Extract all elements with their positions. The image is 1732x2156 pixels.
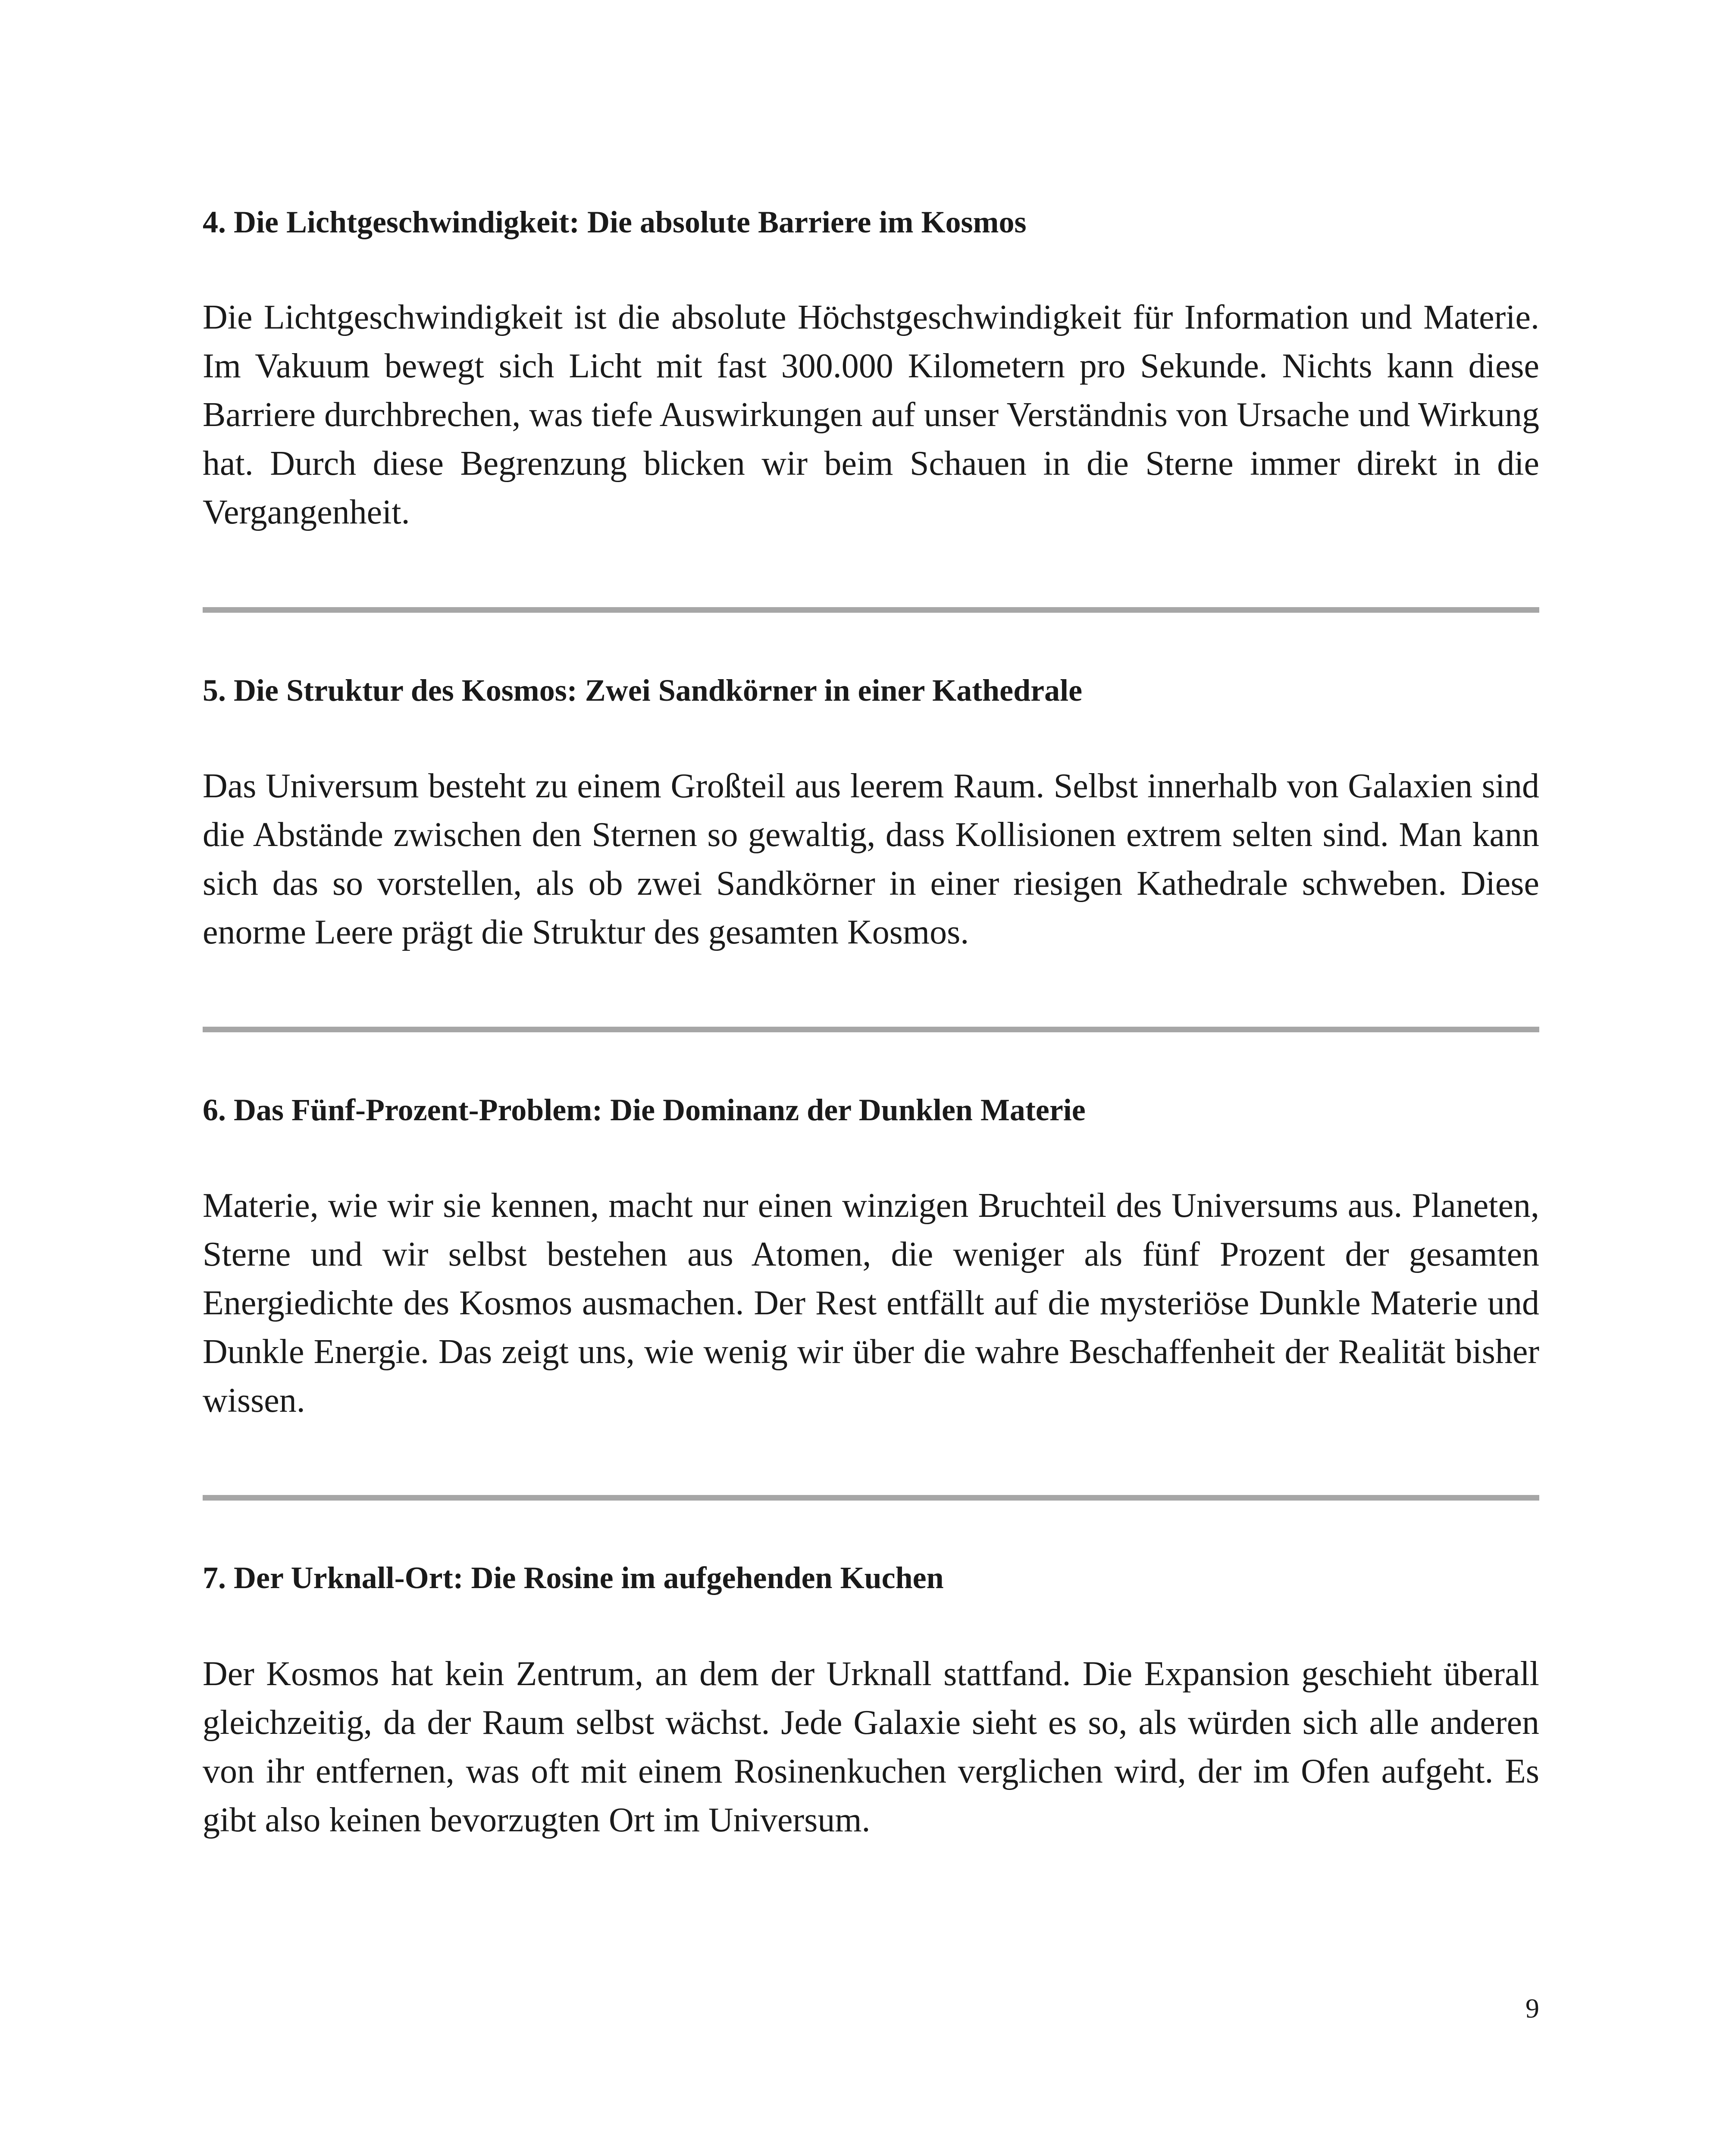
section-body-6: Materie, wie wir sie kennen, macht nur einen winzigen Bruchteil des Universums aus. Planeten, Sterne und wir selbst bestehen aus Atomen, die weniger als fünf Prozent der gesamten Energiedichte des Kosmos ausmachen. Der Rest entfällt auf die mysteriöse Dunkle Materie und Dunkle Energie. Das zeigt uns, wie wenig wir über die wahre Beschaffenheit der Realität bisher wissen. — [203, 1187, 1539, 1420]
page-number: 9 — [1525, 1993, 1539, 2024]
section-heading-6: 6. Das Fünf-Prozent-Problem: Die Dominanz der Dunklen Materie — [203, 1093, 1086, 1127]
section-heading-7: 7. Der Urknall-Ort: Die Rosine im aufgehenden Kuchen — [203, 1561, 944, 1595]
section-heading-4: 4. Die Lichtgeschwindigkeit: Die absolute Barriere im Kosmos — [203, 205, 1027, 239]
section-body-5: Das Universum besteht zu einem Großteil aus leerem Raum. Selbst innerhalb von Galaxien sind die Abstände zwischen den Sternen so gewaltig, dass Kollisionen extrem selten sind. Man kann sich das so vorstellen, als ob zwei Sandkörner in einer riesigen Kathedrale schweben. Diese enorme Leere prägt die Struktur des gesamten Kosmos. — [203, 767, 1539, 951]
section-divider — [203, 1027, 1539, 1032]
section-body-7: Der Kosmos hat kein Zentrum, an dem der Urknall stattfand. Die Expansion geschieht überall gleichzeitig, da der Raum selbst wächst. Jede Galaxie sieht es so, als würden sich alle anderen von ihr entfernen, was oft mit einem Rosinenkuchen verglichen wird, der im Ofen aufgeht. Es gibt also keinen bevorzugten Ort im Universum. — [203, 1655, 1539, 1839]
section-heading-5: 5. Die Struktur des Kosmos: Zwei Sandkörner in einer Kathedrale — [203, 673, 1083, 708]
section-divider — [203, 1495, 1539, 1501]
section-body-4: Die Lichtgeschwindigkeit ist die absolute Höchstgeschwindigkeit für Information und Materie. Im Vakuum bewegt sich Licht mit fast 300.000 Kilometern pro Sekunde. Nichts kann diese Barriere durchbrechen, was tiefe Auswirkungen auf unser Verständnis von Ursache und Wirkung hat. Durch diese Begrenzung blicken wir beim Schauen in die Sterne immer direkt in die Vergangenheit. — [203, 298, 1539, 531]
section-divider — [203, 607, 1539, 613]
